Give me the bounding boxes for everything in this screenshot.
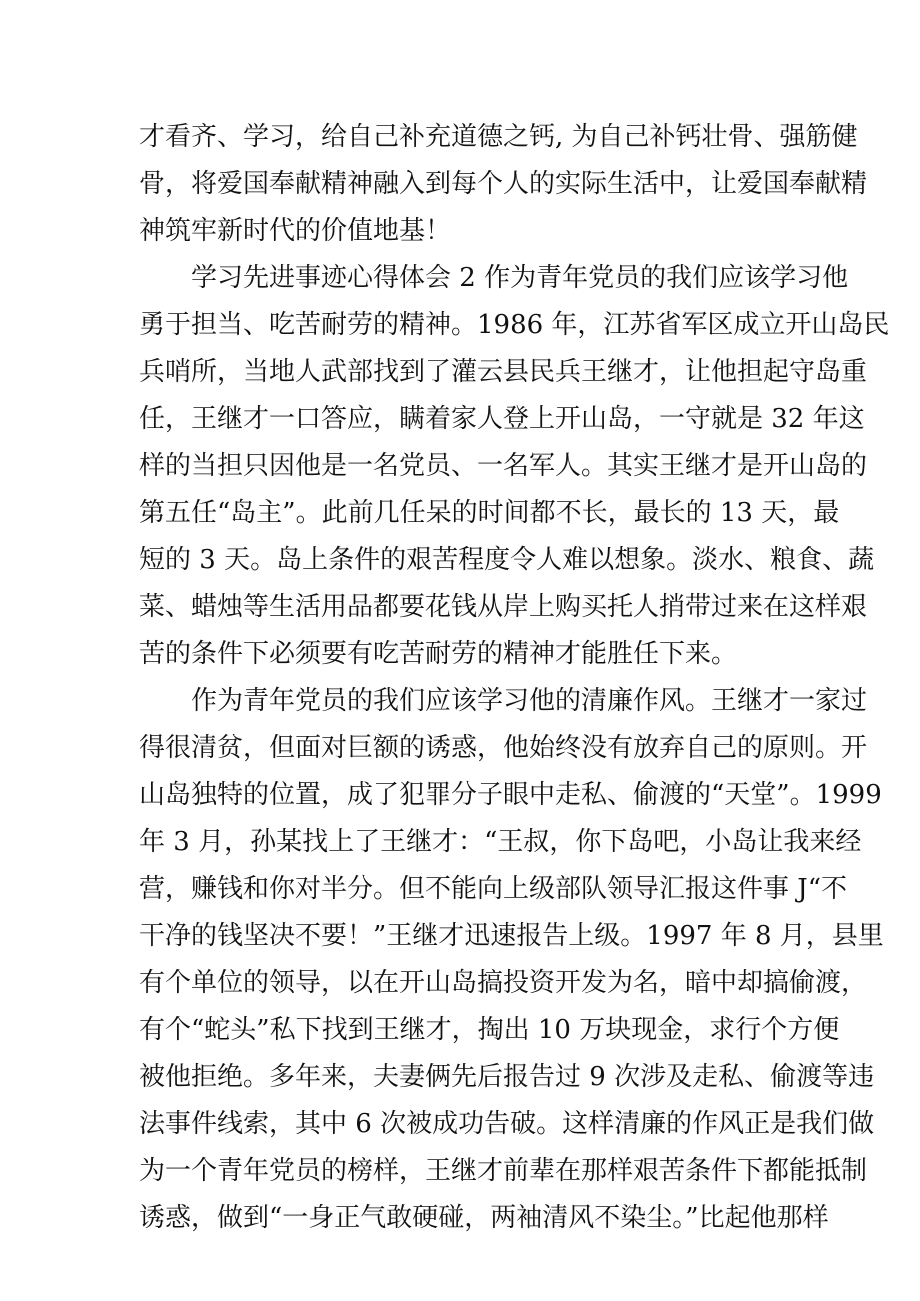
text-line: 神筑牢新时代的价值地基！	[139, 216, 452, 246]
text-line: 学习先进事迹心得体会 2 作为青年党员的我们应该学习他	[191, 263, 849, 293]
text-line: 兵哨所，当地人武部找到了灌云县民兵王继才，让他担起守岛重	[139, 357, 868, 387]
text-line: 年 3 月，孙某找上了王继才：“王叔，你下岛吧，小岛让我来经	[139, 827, 862, 857]
text-line: 才看齐、学习，给自己补充道德之钙, 为自己补钙壮骨、强筋健	[139, 122, 858, 152]
text-line: 作为青年党员的我们应该学习他的清廉作风。王继才一家过	[191, 686, 868, 716]
text-line: 有个单位的领导，以在开山岛搞投资开发为名，暗中却搞偷渡，	[139, 968, 868, 998]
text-line: 菜、蜡烛等生活用品都要花钱从岸上购买托人捎带过来在这样艰	[139, 592, 868, 622]
text-line: 得很清贫，但面对巨额的诱惑，他始终没有放弃自己的原则。开	[139, 733, 868, 763]
body-text	[139, 114, 890, 1242]
paragraph	[139, 678, 884, 1242]
text-line: 营，赚钱和你对半分。但不能向上级部队领导汇报这件事 J“不	[139, 874, 847, 904]
text-line: 苦的条件下必须要有吃苦耐劳的精神才能胜任下来。	[139, 639, 738, 669]
text-line: 样的当担只因他是一名党员、一名军人。其实王继才是开山岛的	[139, 451, 868, 481]
paragraph	[139, 114, 868, 255]
text-line: 有个“蛇头”私下找到王继才，掏出 10 万块现金，求行个方便	[139, 1015, 840, 1045]
text-line: 干净的钱坚决不要！”王继才迅速报告上级。1997 年 8 月，县里	[139, 921, 884, 951]
text-line: 法事件线索，其中 6 次被成功告破。这样清廉的作风正是我们做	[139, 1109, 875, 1139]
text-line: 第五任“岛主”。此前几任呆的时间都不长，最长的 13 天，最	[139, 498, 840, 528]
text-line: 勇于担当、吃苦耐劳的精神。1986 年，江苏省军区成立开山岛民	[139, 310, 890, 340]
paragraph	[139, 255, 890, 678]
text-line: 诱惑，做到“一身正气敢硬碰，两袖清风不染尘。”比起他那样	[139, 1203, 829, 1233]
text-line: 山岛独特的位置，成了犯罪分子眼中走私、偷渡的“天堂”。1999	[139, 780, 882, 810]
text-line: 骨，将爱国奉献精神融入到每个人的实际生活中，让爱国奉献精	[139, 169, 868, 199]
text-line: 被他拒绝。多年来，夫妻俩先后报告过 9 次涉及走私、偷渡等违	[139, 1062, 875, 1092]
text-line: 为一个青年党员的榜样，王继才前辈在那样艰苦条件下都能抵制	[139, 1156, 868, 1186]
text-line: 短的 3 天。岛上条件的艰苦程度令人难以想象。淡水、粮食、蔬	[139, 545, 875, 575]
text-line: 任，王继才一口答应，瞒着家人登上开山岛，一守就是 32 年这	[139, 404, 865, 434]
